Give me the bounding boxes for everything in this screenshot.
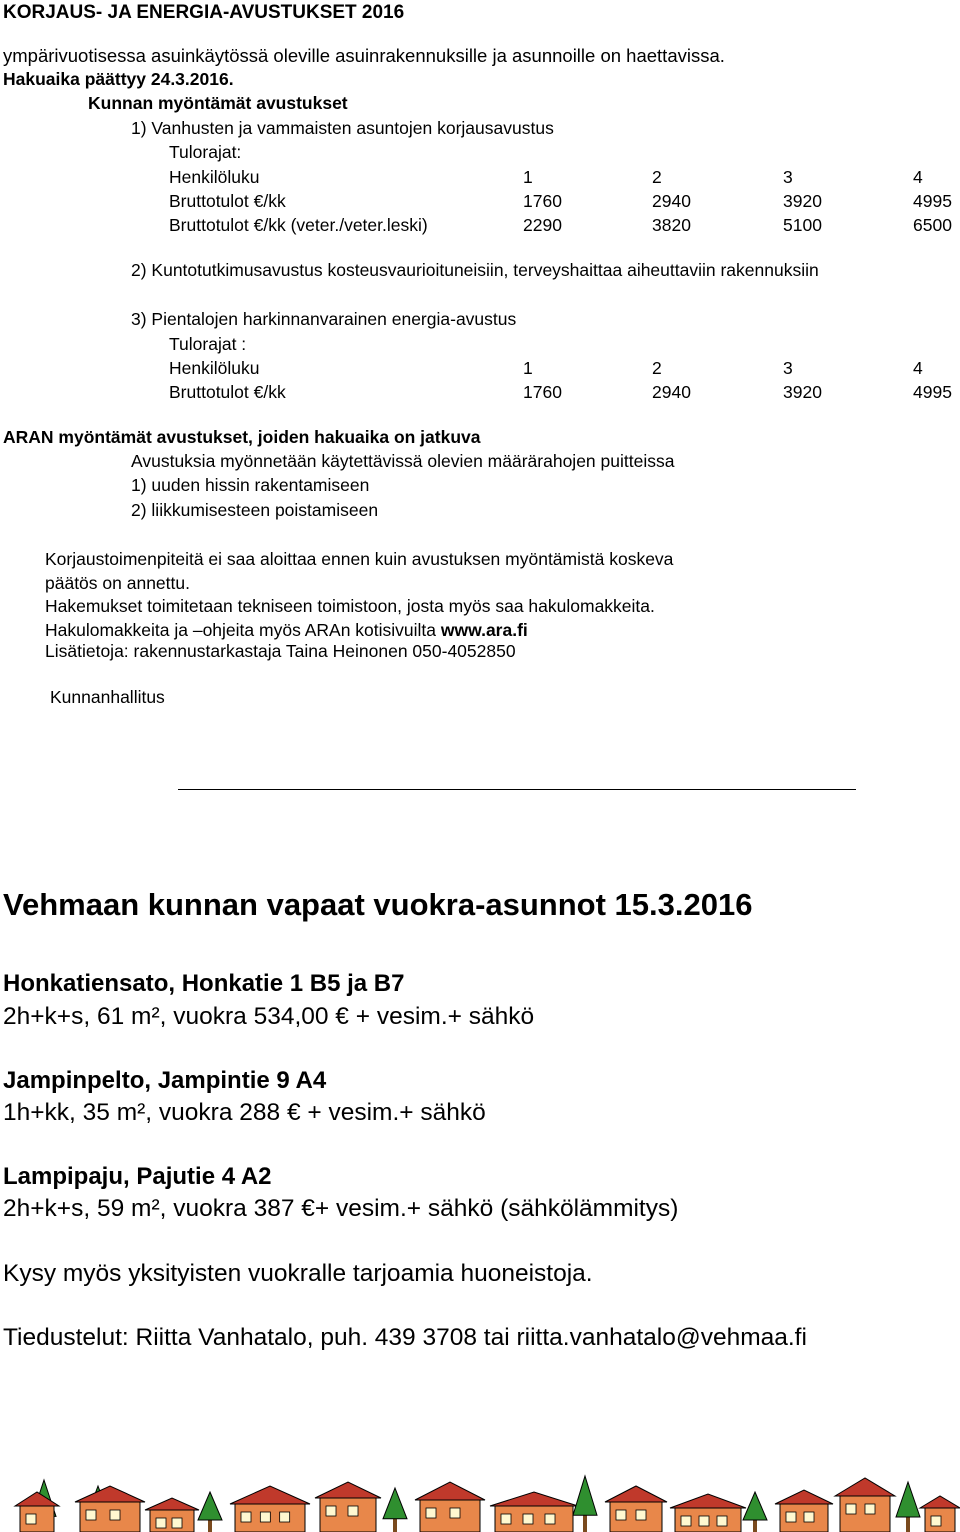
house-window <box>260 1512 270 1522</box>
house-roof <box>490 1492 578 1506</box>
house-window <box>450 1508 460 1518</box>
house-roof <box>145 1498 199 1510</box>
note-line-1: Korjaustoimenpiteitä ei saa aloittaa ennen kuin avustuksen myöntämistä koskeva <box>45 549 674 569</box>
table-cell: 6500 <box>913 215 952 235</box>
municipal-item-3: 3) Pientalojen harkinnanvarainen energia-avustus <box>131 309 517 329</box>
house-window <box>426 1508 436 1518</box>
table-row-label: Henkilöluku <box>169 167 260 187</box>
aran-grants-title: ARAN myöntämät avustukset, joiden hakuaika on jatkuva <box>3 427 481 447</box>
table-cell: 4995 <box>913 191 952 211</box>
table-cell: 1760 <box>523 191 562 211</box>
table-cell: 3920 <box>783 382 822 402</box>
tree-crown <box>198 1492 222 1520</box>
house-roof <box>75 1486 145 1502</box>
house-window <box>86 1510 96 1520</box>
ara-website-link[interactable]: www.ara.fi <box>440 620 528 640</box>
house-roof <box>670 1494 746 1508</box>
house-window <box>636 1510 646 1520</box>
table-cell: 3 <box>783 167 793 187</box>
table-cell: 2940 <box>652 382 691 402</box>
house-roof <box>230 1486 310 1504</box>
house-window <box>804 1512 814 1522</box>
village-illustration <box>0 1440 960 1532</box>
tree-crown <box>383 1488 407 1519</box>
note-line-5: Lisätietoja: rakennustarkastaja Taina Heinonen 050-4052850 <box>45 641 516 661</box>
note-line-4-text: Hakulomakkeita ja –ohjeita myös ARAn kotisivuilta <box>45 620 441 640</box>
house-wall <box>20 1506 54 1532</box>
table-cell: 4 <box>913 167 923 187</box>
table-row-label: Bruttotulot €/kk <box>169 191 286 211</box>
table-cell: 4 <box>913 358 923 378</box>
listing-details-1: 2h+k+s, 61 m², vuokra 534,00 € + vesim.+ sähkö <box>3 1003 535 1030</box>
table-cell: 1 <box>523 167 533 187</box>
deadline-text: Hakuaika päättyy 24.3.2016. <box>3 69 234 89</box>
house-window <box>110 1510 120 1520</box>
section-divider <box>178 789 856 790</box>
house-roof <box>315 1482 381 1498</box>
municipal-item-2: 2) Kuntotutkimusavustus kosteusvaurioituneisiin, terveyshaittaa aiheuttaviin rakennuksiin <box>131 260 819 280</box>
house-window <box>241 1512 251 1522</box>
ask-also-text: Kysy myös yksityisten vuokralle tarjoamia huoneistoja. <box>3 1260 593 1287</box>
table-cell: 2940 <box>652 191 691 211</box>
table-row-label: Bruttotulot €/kk <box>169 382 286 402</box>
page-heading: KORJAUS- JA ENERGIA-AVUSTUKSET 2016 <box>3 2 405 23</box>
listing-name-3: Lampipaju, Pajutie 4 A2 <box>3 1163 272 1190</box>
rentals-title: Vehmaan kunnan vapaat vuokra-asunnot 15.3.2016 <box>3 887 753 922</box>
house-roof <box>15 1492 59 1506</box>
house-window <box>786 1512 796 1522</box>
table-cell: 1 <box>523 358 533 378</box>
aran-intro: Avustuksia myönnetään käytettävissä olevien määrärahojen puitteissa <box>131 451 675 471</box>
table-row-label: Bruttotulot €/kk (veter./veter.leski) <box>169 215 428 235</box>
note-line-3: Hakemukset toimitetaan tekniseen toimistoon, josta myös saa hakulomakkeita. <box>45 596 655 616</box>
house-roof <box>835 1478 895 1496</box>
aran-item-2: 2) liikkumisesteen poistamiseen <box>131 500 379 520</box>
house-roof <box>920 1496 960 1508</box>
house-window <box>616 1510 626 1520</box>
house-window <box>699 1516 709 1526</box>
house-roof <box>415 1482 485 1500</box>
table-cell: 3 <box>783 358 793 378</box>
listing-name-2: Jampinpelto, Jampintie 9 A4 <box>3 1067 327 1094</box>
table-cell: 1760 <box>523 382 562 402</box>
note-line-2: päätös on annettu. <box>45 573 190 593</box>
table-cell: 4995 <box>913 382 952 402</box>
house-window <box>846 1504 856 1514</box>
house-window <box>326 1506 336 1516</box>
house-roof <box>775 1490 833 1504</box>
municipal-item-1: 1) Vanhusten ja vammaisten asuntojen korjausavustus <box>131 118 554 138</box>
table-row-label: Henkilöluku <box>169 358 260 378</box>
table-cell: 3920 <box>783 191 822 211</box>
listing-name-1: Honkatiensato, Honkatie 1 B5 ja B7 <box>3 970 405 997</box>
table-cell: 2 <box>652 167 662 187</box>
income-limits-label-3: Tulorajat : <box>169 334 247 354</box>
contact-text: Tiedustelut: Riitta Vanhatalo, puh. 439 3708 tai riitta.vanhatalo@vehmaa.fi <box>3 1324 807 1351</box>
signature: Kunnanhallitus <box>50 687 165 707</box>
income-limits-label-1: Tulorajat: <box>169 142 242 162</box>
house-window <box>681 1516 691 1526</box>
table-cell: 3820 <box>652 215 691 235</box>
house-window <box>523 1514 533 1524</box>
tree-crown <box>573 1476 597 1515</box>
aran-item-1: 1) uuden hissin rakentamiseen <box>131 475 370 495</box>
municipal-grants-title: Kunnan myöntämät avustukset <box>88 93 348 113</box>
house-window <box>280 1512 290 1522</box>
tree-crown <box>743 1492 767 1520</box>
house-window <box>172 1518 182 1528</box>
note-line-4 <box>45 622 528 640</box>
house-window <box>865 1504 875 1514</box>
house-window <box>156 1518 166 1528</box>
listing-details-2: 1h+kk, 35 m², vuokra 288 € + vesim.+ sähkö <box>3 1099 486 1126</box>
house-window <box>717 1516 727 1526</box>
listing-details-3: 2h+k+s, 59 m², vuokra 387 €+ vesim.+ sähkö (sähkölämmitys) <box>3 1195 679 1222</box>
house-roof <box>605 1486 667 1502</box>
house-window <box>348 1506 358 1516</box>
house-window <box>26 1514 36 1524</box>
house-window <box>545 1514 555 1524</box>
house-window <box>501 1514 511 1524</box>
table-cell: 2290 <box>523 215 562 235</box>
house-window <box>931 1516 941 1526</box>
table-cell: 2 <box>652 358 662 378</box>
tree-crown <box>896 1482 920 1517</box>
table-cell: 5100 <box>783 215 822 235</box>
intro-text: ympärivuotisessa asuinkäytössä oleville asuinrakennuksille ja asunnoille on haettavissa. <box>3 45 725 66</box>
